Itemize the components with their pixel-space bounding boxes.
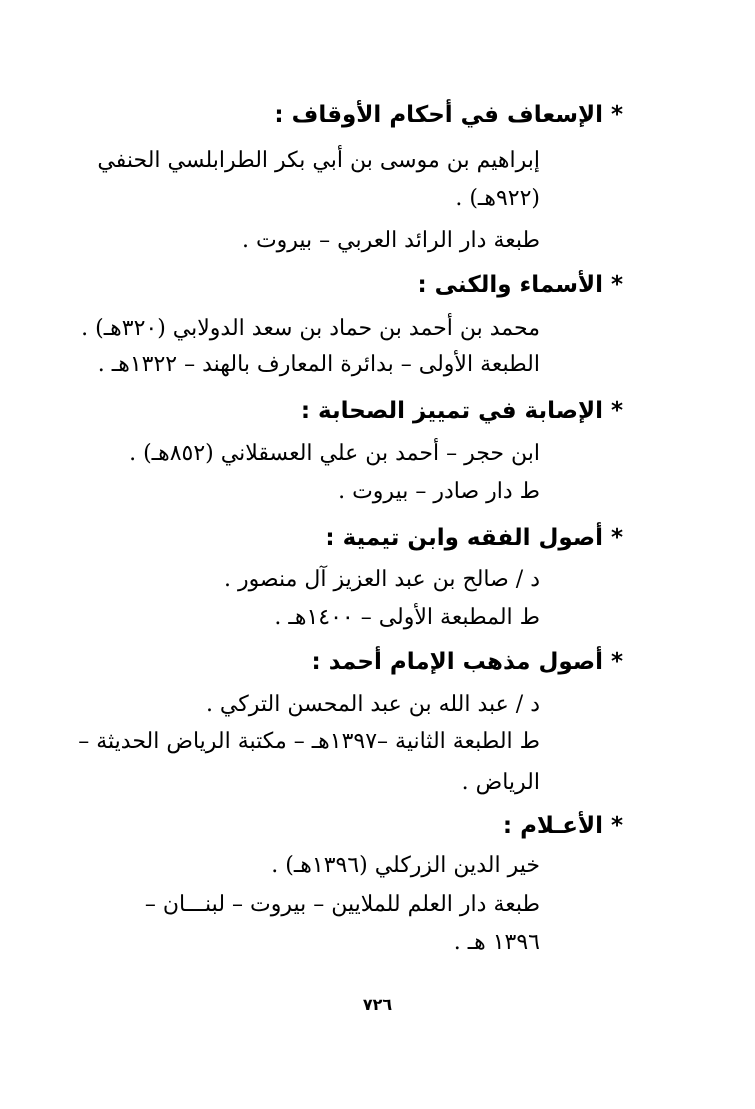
entry-title: الإسعاف في أحكام الأوقاف :	[274, 102, 603, 128]
page-number: ٧٢٦	[362, 995, 393, 1014]
bullet-star: *	[610, 525, 623, 551]
entry-title: الأعـلام :	[502, 813, 603, 839]
entry-heading	[325, 527, 623, 550]
entry-heading	[301, 400, 623, 423]
entry-line: ط المطبعة الأولى – ١٤٠٠هـ .	[274, 605, 540, 630]
entry-line: (٩٢٢هـ) .	[455, 186, 540, 211]
entry-line: ١٣٩٦ هـ .	[453, 930, 540, 955]
bullet-star: *	[610, 272, 623, 298]
entry-line: طبعة دار العلم للملايين – بيروت – لبنـــان –	[144, 892, 540, 917]
entry-title: الأسماء والكنى :	[417, 272, 603, 298]
entry-line: إبراهيم بن موسى بن أبي بكر الطرابلسي الحنفي	[97, 148, 540, 173]
bullet-star: *	[610, 398, 623, 424]
entry-line: طبعة دار الرائد العربي – بيروت .	[241, 228, 540, 253]
entry-line: ط الطبعة الثانية –١٣٩٧هـ – مكتبة الرياض الحديثة –	[78, 729, 540, 754]
entry-heading	[274, 104, 623, 127]
bullet-star: *	[610, 102, 623, 128]
entry-title: الإصابة في تمييز الصحابة :	[300, 398, 603, 424]
entry-title: أصول مذهب الإمام أحمد :	[311, 649, 603, 675]
bullet-star: *	[610, 813, 623, 839]
entry-line: د / عبد الله بن عبد المحسن التركي .	[205, 692, 540, 717]
entry-heading	[312, 651, 623, 674]
entry-line: خير الدين الزركلي (١٣٩٦هـ) .	[271, 853, 540, 878]
entry-heading	[417, 274, 623, 297]
entry-line: ط دار صادر – بيروت .	[338, 479, 540, 504]
entry-line: الرياض .	[461, 770, 540, 795]
entry-heading	[503, 815, 623, 838]
entry-line: محمد بن أحمد بن حماد بن سعد الدولابي (٣٢٠هـ) .	[81, 316, 540, 341]
entry-line: الطبعة الأولى – بدائرة المعارف بالهند – ١٣٢٢هـ .	[97, 352, 540, 377]
bullet-star: *	[610, 649, 623, 675]
entry-line: د / صالح بن عبد العزيز آل منصور .	[223, 567, 540, 592]
entry-title: أصول الفقه وابن تيمية :	[325, 525, 603, 551]
entry-line: ابن حجر – أحمد بن علي العسقلاني (٨٥٢هـ) .	[129, 441, 540, 466]
